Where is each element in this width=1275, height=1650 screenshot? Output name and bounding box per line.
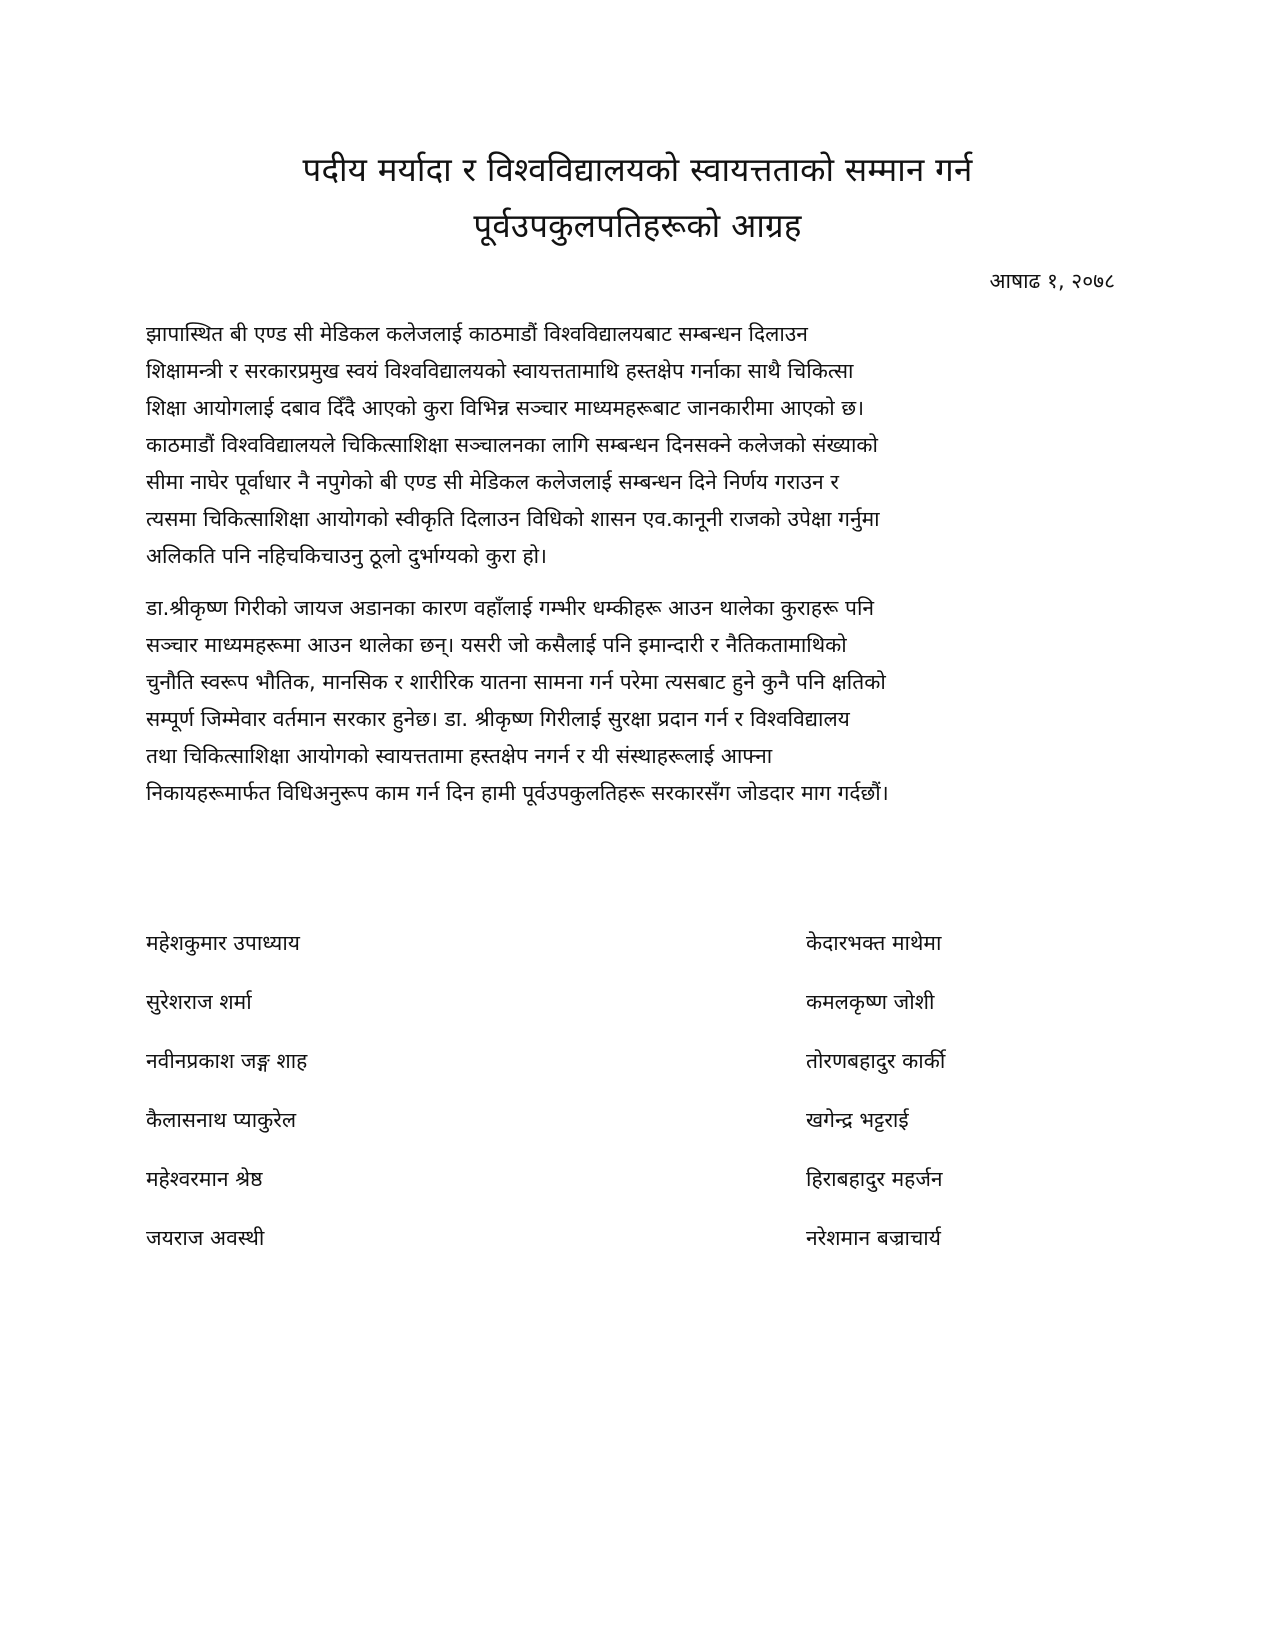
paragraph-line: झापास्थित बी एण्ड सी मेडिकल कलेजलाई काठमाडौं विश्वविद्यालयबाट सम्बन्धन दिलाउन bbox=[146, 322, 808, 346]
paragraph-line: सञ्चार माध्यमहरूमा आउन थालेका छन्। यसरी जो कसैलाई पनि इमान्दारी र नैतिकतामाथिको bbox=[146, 633, 847, 657]
signatory-name-right: हिराबहादुर महर्जन bbox=[806, 1167, 943, 1191]
paragraph-line: तथा चिकित्साशिक्षा आयोगको स्वायत्ततामा हस्तक्षेप नगर्न र यी संस्थाहरूलाई आफ्ना bbox=[146, 744, 773, 768]
signatory-name-right: खगेन्द्र भट्टराई bbox=[806, 1108, 909, 1132]
signatory-name-right: कमलकृष्ण जोशी bbox=[806, 990, 935, 1014]
signatory-name-left: कैलासनाथ प्याकुरेल bbox=[146, 1108, 297, 1132]
signatory-name-right: केदारभक्त माथेमा bbox=[806, 931, 942, 955]
signatory-name-left: सुरेशराज शर्मा bbox=[146, 990, 252, 1014]
paragraph-2 bbox=[146, 590, 1111, 812]
signatory-row bbox=[146, 1223, 1106, 1282]
signatory-row bbox=[146, 987, 1106, 1046]
document-date: आषाढ १, २०७८ bbox=[989, 269, 1115, 293]
signatory-name-left: महेश्वरमान श्रेष्ठ bbox=[146, 1167, 263, 1191]
signatory-row bbox=[146, 1046, 1106, 1105]
signatory-row bbox=[146, 1105, 1106, 1164]
signatory-name-left: महेशकुमार उपाध्याय bbox=[146, 931, 300, 955]
paragraph-line: सीमा नाघेर पूर्वाधार नै नपुगेको बी एण्ड सी मेडिकल कलेजलाई सम्बन्धन दिने निर्णय गराउन र bbox=[146, 470, 839, 494]
document-body bbox=[146, 316, 1111, 827]
signatory-name-right: नरेशमान बज्राचार्य bbox=[806, 1226, 941, 1250]
signatory-row bbox=[146, 928, 1106, 987]
paragraph-line: अलिकति पनि नहिचकिचाउनु ठूलो दुर्भाग्यको कुरा हो। bbox=[146, 544, 547, 568]
paragraph-line: त्यसमा चिकित्साशिक्षा आयोगको स्वीकृति दिलाउन विधिको शासन एव.कानूनी राजको उपेक्षा गर्नुमा bbox=[146, 507, 880, 531]
signatory-name-left: नवीनप्रकाश जङ्ग शाह bbox=[146, 1049, 308, 1073]
paragraph-line: शिक्षामन्त्री र सरकारप्रमुख स्वयं विश्वविद्यालयको स्वायत्ततामाथि हस्तक्षेप गर्नाका साथै चिकित्सा bbox=[146, 359, 854, 383]
paragraph-line: शिक्षा आयोगलाई दबाव दिँदै आएको कुरा विभिन्न सञ्चार माध्यमहरूबाट जानकारीमा आएको छ। bbox=[146, 396, 865, 420]
paragraph-1 bbox=[146, 316, 1111, 575]
paragraph-line: काठमाडौं विश्वविद्यालयले चिकित्साशिक्षा सञ्चालनका लागि सम्बन्धन दिनसक्ने कलेजको संख्याको bbox=[146, 433, 878, 457]
title-line-2: पूर्वउपकुलपतिहरूको आग्रह bbox=[473, 206, 802, 245]
signatory-name-right: तोरणबहादुर कार्की bbox=[806, 1049, 946, 1073]
paragraph-line: सम्पूर्ण जिम्मेवार वर्तमान सरकार हुनेछ। डा. श्रीकृष्ण गिरीलाई सुरक्षा प्रदान गर्न र विश्वविद्यालय bbox=[146, 707, 850, 731]
document-title bbox=[140, 142, 1135, 254]
title-line-1: पदीय मर्यादा र विश्वविद्यालयको स्वायत्तताको सम्मान गर्न bbox=[302, 150, 973, 189]
paragraph-line: डा.श्रीकृष्ण गिरीको जायज अडानका कारण वहाँलाई गम्भीर धम्कीहरू आउन थालेका कुराहरू पनि bbox=[146, 596, 875, 620]
signatory-row bbox=[146, 1164, 1106, 1223]
signatories bbox=[146, 928, 1106, 1282]
signatory-name-left: जयराज अवस्थी bbox=[146, 1226, 265, 1250]
paragraph-line: चुनौति स्वरूप भौतिक, मानसिक र शारीरिक यातना सामना गर्न परेमा त्यसबाट हुने कुनै पनि क्षतिको bbox=[146, 670, 886, 694]
paragraph-line: निकायहरूमार्फत विधिअनुरूप काम गर्न दिन हामी पूर्वउपकुलतिहरू सरकारसँग जोडदार माग गर्दछौं। bbox=[146, 781, 889, 805]
